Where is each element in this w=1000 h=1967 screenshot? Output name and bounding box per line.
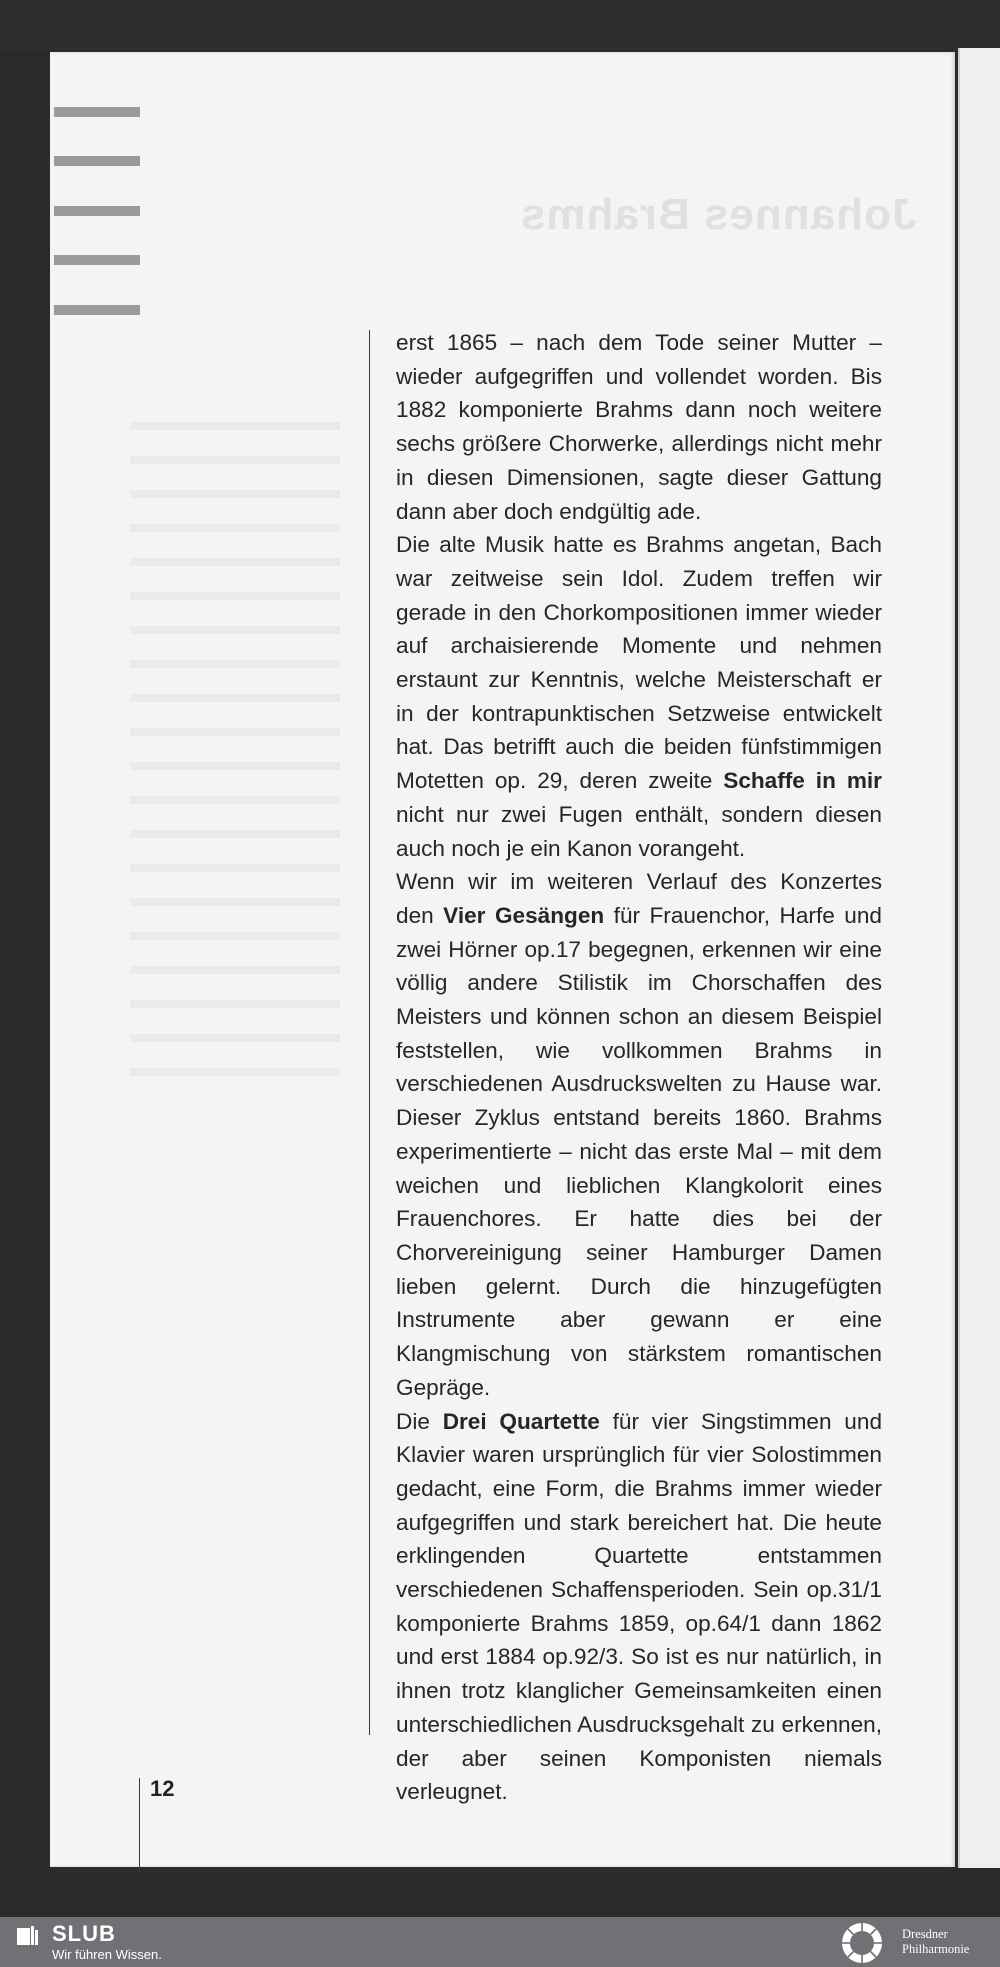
- paragraph: [396, 1405, 882, 1809]
- scan-border-top: [0, 0, 1000, 50]
- library-name[interactable]: SLUB: [52, 1921, 116, 1946]
- work-title: Schaffe in mir: [723, 768, 882, 794]
- philharmonie-logo-icon: [840, 1921, 884, 1965]
- adjacent-page-edge: [958, 48, 1000, 1868]
- work-title: Vier Gesängen: [443, 902, 605, 928]
- text-run: Wenn wir im weiteren Verlauf des Konzertes den: [396, 869, 882, 928]
- article-body: [396, 326, 882, 1809]
- text-run: Die: [396, 1408, 443, 1434]
- book-icon: [16, 1925, 40, 1947]
- margin-tab-bar: [54, 206, 140, 216]
- work-title: Drei Quartette: [442, 1408, 600, 1434]
- text-run: Die alte Musik hatte es Brahms angetan, Bach war zeitweise sein Idol. Zudem treffen wir gerade in den Chorkompositionen immer wieder auf archaisierende Momente und nehmen erstaunt zur Kenntnis, welche Meisterschaft er in der kontrapunktischen Setzweise entwickelt hat. Das betrifft auch die beiden fünfstimmigen Motetten op. 29, deren zweite: [396, 532, 882, 794]
- showthrough-title: Johannes Brahms: [520, 190, 917, 239]
- partner-name-line1: Dresdner: [902, 1927, 948, 1941]
- margin-tab-bar: [54, 156, 140, 166]
- library-tagline: Wir führen Wissen.: [52, 1947, 162, 1962]
- text-run: nicht nur zwei Fugen enthält, sondern diesen auch noch je ein Kanon vorangeht.: [396, 801, 882, 861]
- page-number-rule: [139, 1778, 140, 1873]
- partner-name-line2: Philharmonie: [902, 1942, 970, 1956]
- margin-tab-bar: [54, 255, 140, 265]
- paragraph: [396, 865, 882, 1404]
- text-run: für Frauenchor, Harfe und zwei Hörner op.17 begegnen, erkennen wir eine völlig andere Stilistik im Chorschaffen des Meisters und können schon an diesem Beispiel feststellen, wie vollkommen Brahms in verschiedenen Ausdruckswelten zu Hause war. Dieser Zyklus entstand bereits 1860. Brahms experimentierte – nicht das erste Mal – mit dem weichen und lieblichen Klangkolorit eines Frauenchores. Er hatte dies bei der Chorvereinigung seiner Hamburger Damen lieben gelernt. Durch die hinzugefügten Instrumente aber gewann er eine Klangmischung von stärkstem romantischen Gepräge.: [396, 902, 882, 1400]
- column-rule: [369, 330, 370, 1735]
- paragraph: [396, 528, 882, 865]
- footer-bar: [0, 1917, 1000, 1967]
- text-run: erst 1865 – nach dem Tode seiner Mutter – wieder aufgegriffen und vollendet worden. Bis 1882 komponierte Brahms dann noch weitere sechs größere Chorwerke, allerdings nicht mehr in diesen Dimensionen, sagte dieser Gattung dann aber doch endgültig ade.: [396, 330, 882, 524]
- page-number: 12: [150, 1776, 175, 1801]
- text-run: für vier Singstimmen und Klavier waren ursprünglich für vier Solostimmen gedacht, eine Form, die Brahms immer wieder aufgegriffen und stark bereichert hat. Die heute erklingenden Quartette entstammen verschiedenen Schaffensperioden. Sein op.31/1 komponierte Brahms 1859, op.64/1 dann 1862 und erst 1884 op.92/3. So ist es nur natürlich, in ihnen trotz klanglicher Gemeinsamkeiten einen unterschiedlichen Ausdrucksgehalt zu erkennen, der aber seinen Komponisten niemals verleugnet.: [396, 1408, 883, 1805]
- showthrough-text-block: [130, 400, 340, 1100]
- margin-tab-bar: [54, 107, 140, 117]
- paragraph: [396, 326, 882, 528]
- partner-name[interactable]: [902, 1927, 969, 1957]
- margin-tab-bar: [54, 305, 140, 315]
